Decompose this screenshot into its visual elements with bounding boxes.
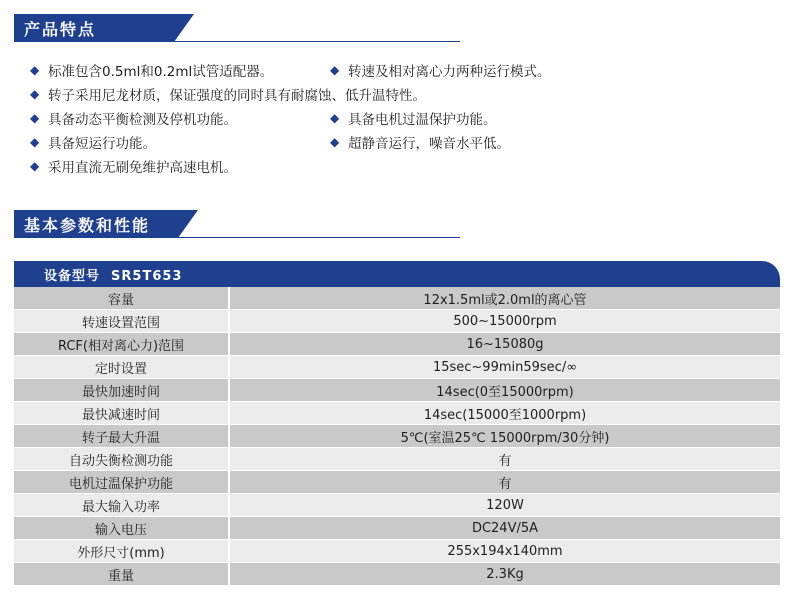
param-value: 2.3Kg bbox=[230, 563, 780, 585]
feature-item bbox=[30, 60, 330, 80]
feature-item bbox=[330, 132, 510, 152]
feature-text: 具备电机过温保护功能。 bbox=[348, 112, 497, 128]
section-title bbox=[14, 14, 174, 42]
features-list bbox=[30, 58, 750, 178]
divider bbox=[14, 41, 460, 42]
param-value: 14sec(15000至1000rpm) bbox=[230, 402, 780, 424]
feature-item bbox=[30, 156, 237, 176]
table-row bbox=[14, 563, 780, 586]
param-value: 有 bbox=[230, 471, 780, 493]
param-label: 自动失衡检测功能 bbox=[14, 448, 230, 470]
feature-text: 具备动态平衡检测及停机功能。 bbox=[48, 112, 237, 128]
feature-item bbox=[330, 60, 551, 80]
diamond-icon: ◆ bbox=[30, 135, 40, 149]
param-label: 转子最大升温 bbox=[14, 425, 230, 447]
param-value: 5℃(室温25℃ 15000rpm/30分钟) bbox=[230, 425, 780, 447]
table-row bbox=[14, 333, 780, 356]
param-label: 定时设置 bbox=[14, 356, 230, 378]
param-value: 120W bbox=[230, 494, 780, 516]
table-row bbox=[14, 379, 780, 402]
feature-row bbox=[30, 130, 750, 154]
table-header bbox=[14, 261, 780, 287]
feature-item bbox=[330, 108, 497, 128]
diamond-icon: ◆ bbox=[330, 63, 340, 77]
param-value: 255x194x140mm bbox=[230, 540, 780, 562]
param-value: 500~15000rpm bbox=[230, 310, 780, 332]
param-label: 最快减速时间 bbox=[14, 402, 230, 424]
table-row bbox=[14, 402, 780, 425]
table-row bbox=[14, 287, 780, 310]
table-row bbox=[14, 448, 780, 471]
table-row bbox=[14, 310, 780, 333]
table-row bbox=[14, 494, 780, 517]
diamond-icon: ◆ bbox=[30, 63, 40, 77]
feature-text: 转子采用尼龙材质，保证强度的同时具有耐腐蚀、低升温特性。 bbox=[48, 88, 426, 104]
param-value: 16~15080g bbox=[230, 333, 780, 355]
param-value: 12x1.5ml或2.0ml的离心管 bbox=[230, 287, 780, 309]
feature-row bbox=[30, 58, 750, 82]
diamond-icon: ◆ bbox=[330, 111, 340, 125]
section-title-text: 产品特点 bbox=[24, 19, 97, 39]
feature-item bbox=[30, 132, 330, 152]
param-label: 重量 bbox=[14, 563, 230, 585]
table-row bbox=[14, 471, 780, 494]
feature-item bbox=[30, 108, 330, 128]
feature-row bbox=[30, 154, 750, 178]
table-row bbox=[14, 540, 780, 563]
diamond-icon: ◆ bbox=[30, 111, 40, 125]
param-label: 最快加速时间 bbox=[14, 379, 230, 401]
feature-text: 采用直流无刷免维护高速电机。 bbox=[48, 160, 237, 176]
feature-text: 转速及相对离心力两种运行模式。 bbox=[348, 64, 551, 80]
param-value: DC24V/5A bbox=[230, 517, 780, 539]
divider bbox=[14, 237, 460, 238]
param-label: 转速设置范围 bbox=[14, 310, 230, 332]
diamond-icon: ◆ bbox=[30, 159, 40, 173]
param-value: 14sec(0至15000rpm) bbox=[230, 379, 780, 401]
section-title-text: 基本参数和性能 bbox=[24, 215, 151, 235]
table-row bbox=[14, 356, 780, 379]
feature-text: 具备短运行功能。 bbox=[48, 136, 156, 152]
param-label: RCF(相对离心力)范围 bbox=[14, 333, 230, 355]
table-row bbox=[14, 425, 780, 448]
feature-item bbox=[30, 84, 426, 104]
spec-table bbox=[14, 261, 780, 586]
table-body bbox=[14, 287, 780, 586]
diamond-icon: ◆ bbox=[330, 135, 340, 149]
section-header-specs bbox=[14, 210, 178, 238]
param-label: 输入电压 bbox=[14, 517, 230, 539]
section-header-features bbox=[14, 14, 174, 42]
section-title bbox=[14, 210, 178, 238]
feature-row bbox=[30, 82, 750, 106]
param-label: 最大输入功率 bbox=[14, 494, 230, 516]
table-row bbox=[14, 517, 780, 540]
param-value: 15sec~99min59sec/∞ bbox=[230, 356, 780, 378]
feature-text: 标准包含0.5ml和0.2ml试管适配器。 bbox=[48, 64, 274, 80]
param-label: 容量 bbox=[14, 287, 230, 309]
param-label: 外形尺寸(mm) bbox=[14, 540, 230, 562]
diamond-icon: ◆ bbox=[30, 87, 40, 101]
model-label: 设备型号 SR5T653 bbox=[44, 268, 183, 284]
param-value: 有 bbox=[230, 448, 780, 470]
param-label: 电机过温保护功能 bbox=[14, 471, 230, 493]
feature-row bbox=[30, 106, 750, 130]
feature-text: 超静音运行，噪音水平低。 bbox=[348, 136, 510, 152]
